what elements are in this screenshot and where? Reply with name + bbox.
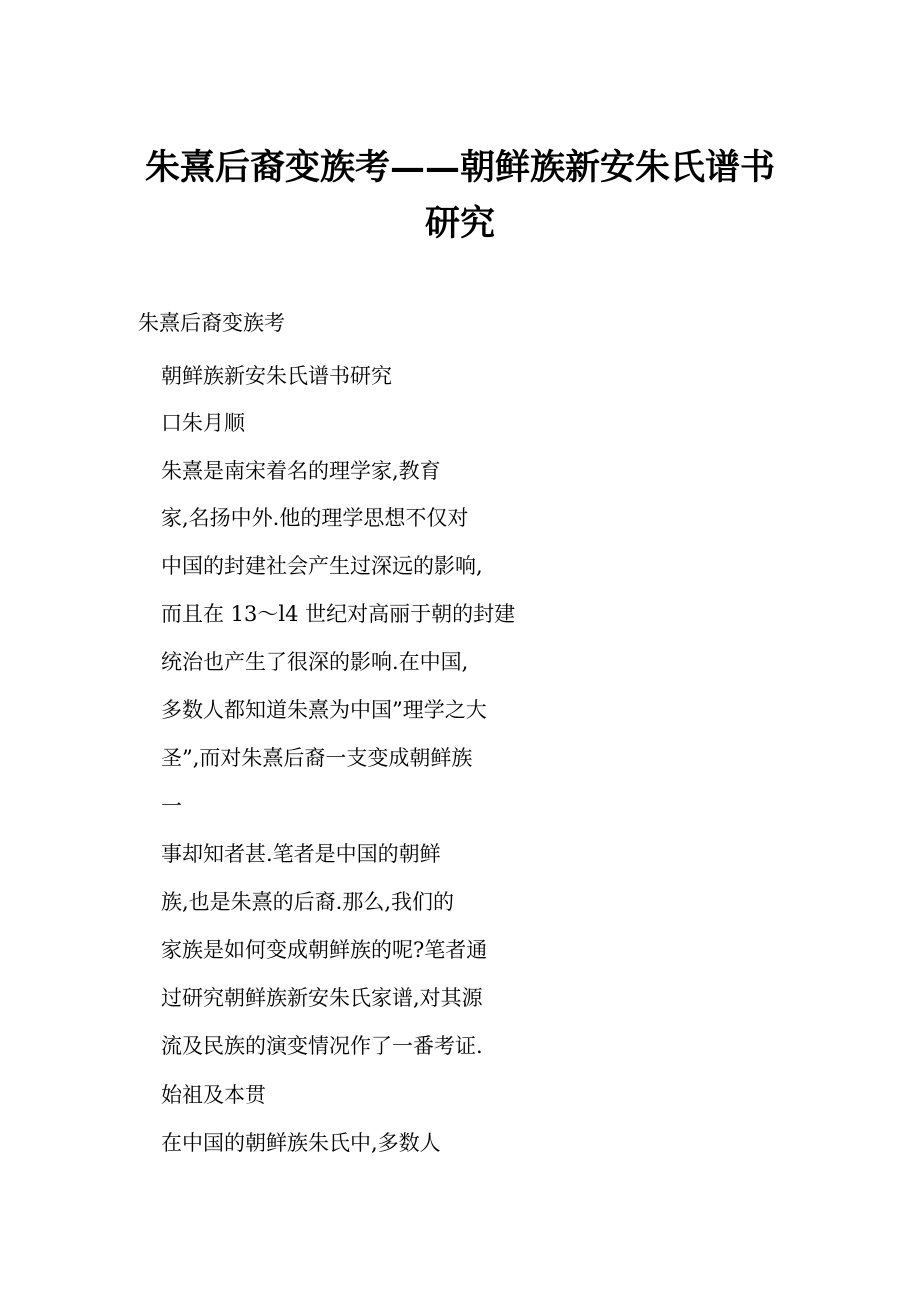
title-line-2: 研究: [424, 203, 495, 244]
paragraph: 而且在 13～l4 世纪对高丽于朝的封建: [161, 602, 516, 626]
document-title: [100, 140, 820, 252]
paragraph: 流及民族的演变情况作了一番考证.: [161, 1034, 483, 1058]
paragraph-section-heading: 始祖及本贯: [161, 1083, 266, 1107]
paragraph: 家族是如何变成朝鲜族的呢?笔者通: [161, 938, 488, 962]
paragraph: 家,名扬中外.他的理学思想不仅对: [161, 506, 469, 530]
paragraph: 多数人都知道朱熹为中国”理学之大: [161, 698, 487, 722]
paragraph: 过研究朝鲜族新安朱氏家谱,对其源: [161, 986, 483, 1010]
paragraph: 事却知者甚.笔者是中国的朝鲜: [161, 842, 441, 866]
paragraph: 在中国的朝鲜族朱氏中,多数人: [161, 1131, 441, 1155]
paragraph: 朱熹是南宋着名的理学家,教育: [161, 459, 441, 483]
paragraph: 统治也产生了很深的影响.在中国,: [161, 650, 469, 674]
title-line-1: 朱熹后裔变族考——朝鲜族新安朱氏谱书: [144, 147, 775, 188]
paragraph-author: 口朱月顺: [161, 411, 245, 435]
paragraph-heading: 朝鲜族新安朱氏谱书研究: [161, 364, 392, 388]
paragraph: 族,也是朱熹的后裔.那么,我们的: [161, 890, 455, 914]
paragraph: 一: [161, 794, 182, 818]
paragraph: 中国的封建社会产生过深远的影响,: [161, 554, 483, 578]
paragraph-subtitle: 朱熹后裔变族考: [138, 311, 285, 335]
paragraph: 圣”,而对朱熹后裔一支变成朝鲜族: [161, 746, 473, 770]
